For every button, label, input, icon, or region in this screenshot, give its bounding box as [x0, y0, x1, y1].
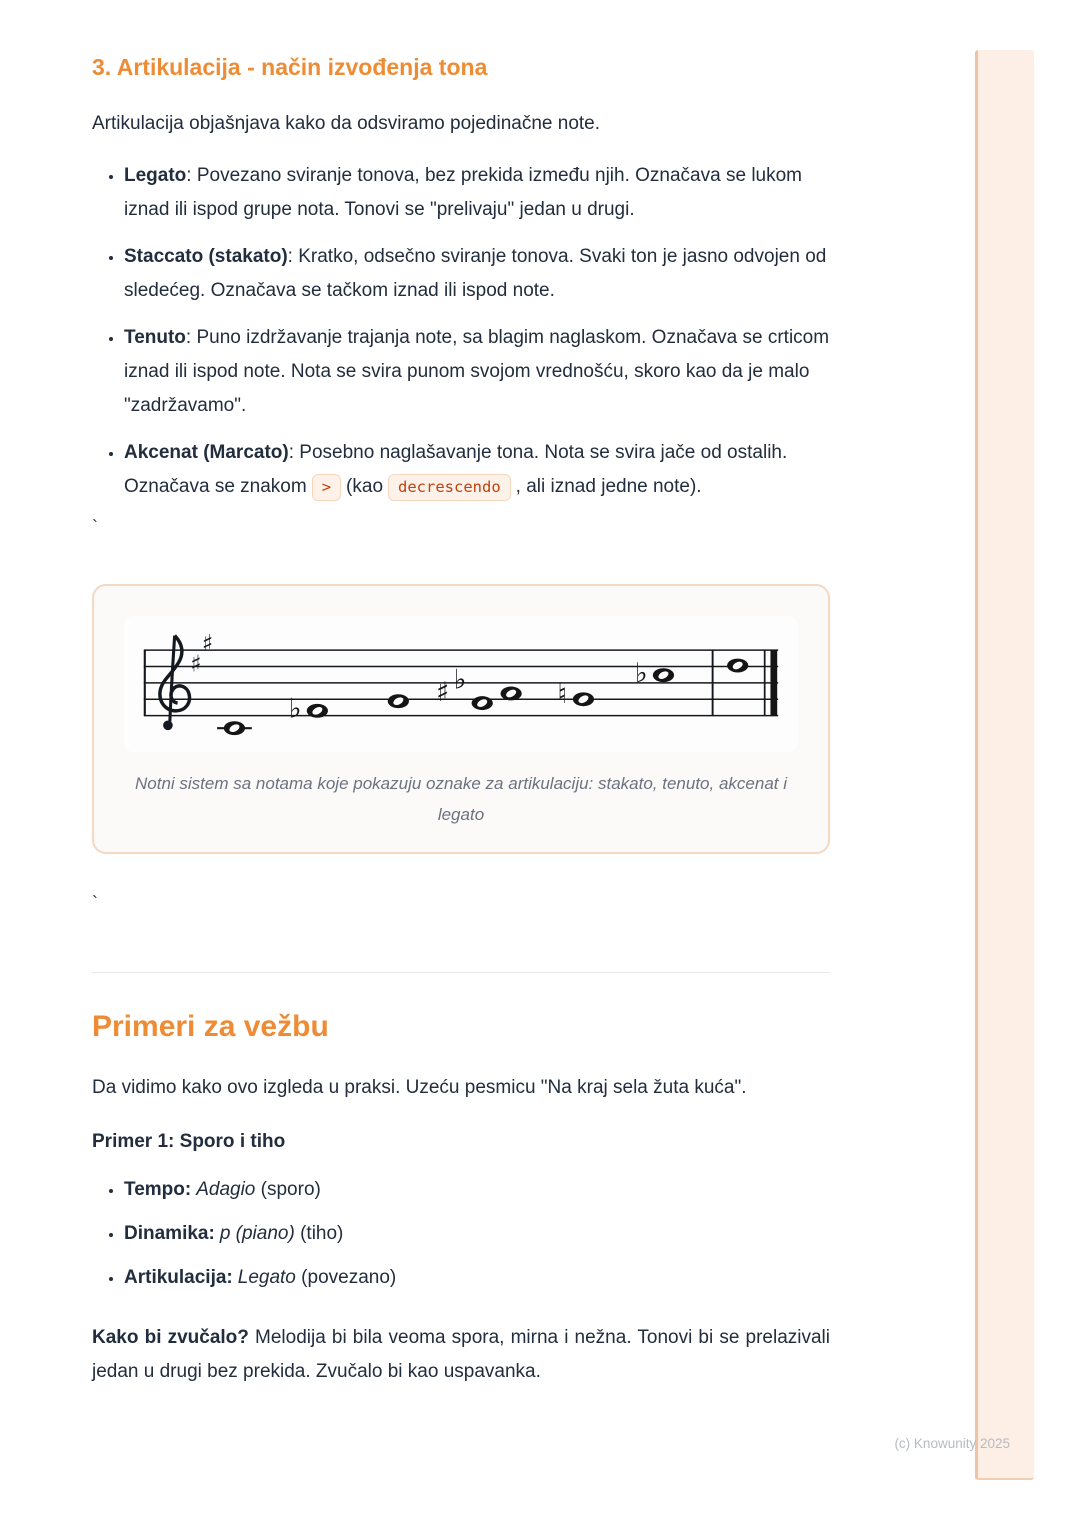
note: (sporo)	[255, 1178, 321, 1200]
how-text: Melodija bi bila veoma spora, mirna i nežna. Tonovi bi se prelazivali jedan u drugi bez prekida. Zvučalo bi kao uspavanka.	[92, 1326, 830, 1382]
svg-text:♭: ♭	[634, 657, 648, 689]
practice-heading: Primeri za vežbu	[92, 1009, 329, 1043]
list-item-staccato	[124, 240, 830, 308]
section-heading: 3. Artikulacija - način izvođenja tona	[92, 54, 488, 80]
list-item-legato	[124, 159, 830, 227]
how-lead: Kako bi zvučalo?	[92, 1326, 249, 1348]
label: Dinamika:	[124, 1222, 215, 1244]
svg-text:♯: ♯	[190, 651, 202, 678]
term-desc: : Posebno naglašavanje tona. Nota se svira jače od ostalih. Označava se znakom	[124, 442, 788, 497]
term: Legato	[124, 165, 187, 186]
staff-svg	[138, 626, 784, 742]
stray-backtick: `	[92, 517, 98, 537]
value: Adagio	[196, 1178, 256, 1200]
figure-caption: Notni sistem sa notama koje pokazuju oznake za artikulaciju: stakato, tenuto, akcenat i legato	[134, 773, 788, 824]
term-desc: : Povezano sviranje tonova, bez prekida između njih. Označava se lukom iznad ili ispod grupe nota. Tonovi se "prelivaju" jedan u drugi.	[124, 165, 802, 220]
section-intro: Artikulacija objašnjava kako da odsviramo pojedinačne note.	[92, 113, 601, 134]
music-notation-image	[124, 616, 798, 752]
list-item-akcenat	[124, 436, 830, 504]
key-signature-sharps	[190, 631, 213, 677]
term-desc: (kao	[346, 476, 384, 497]
term-desc: : Kratko, odsečno sviranje tonova. Svaki ton je jasno odvojen od sledećeg. Označava se tačkom iznad ili ispod note.	[124, 246, 827, 301]
how-it-sounds-paragraph	[92, 1321, 830, 1389]
example-title: Primer 1: Sporo i tiho	[92, 1130, 286, 1152]
value: p (piano)	[219, 1222, 295, 1244]
svg-text:♯: ♯	[201, 631, 214, 658]
section-divider	[92, 972, 830, 973]
whole-notes	[217, 650, 777, 735]
svg-text:♮: ♮	[557, 679, 568, 711]
term-desc: : Puno izdržavanje trajanja note, sa blagim naglaskom. Označava se crticom iznad ili ispod note. Nota se svira punom svojom vrednošću, skoro kao da je malo "zadržavamo".	[124, 327, 830, 416]
term-desc: , ali iznad jedne note).	[515, 476, 702, 497]
practice-intro: Da vidimo kako ovo izgleda u praksi. Uzeću pesmicu "Na kraj sela žuta kuća".	[92, 1076, 747, 1098]
articulation-list	[92, 159, 830, 504]
document-page	[92, 0, 830, 1389]
accent-symbol-code: >	[312, 474, 341, 501]
svg-text:♭: ♭	[453, 664, 467, 696]
note: (tiho)	[294, 1222, 344, 1244]
list-item-tempo	[124, 1173, 830, 1207]
stray-backtick-2: `	[92, 892, 98, 913]
term: Tenuto	[124, 327, 186, 348]
music-figure-card	[92, 584, 830, 854]
label: Artikulacija:	[124, 1266, 233, 1288]
term: Akcenat (Marcato)	[124, 442, 289, 463]
decrescendo-code: decrescendo	[388, 474, 511, 501]
list-item-artikulacija	[124, 1261, 830, 1295]
label: Tempo:	[124, 1178, 192, 1200]
svg-text:♯: ♯	[436, 677, 450, 709]
example-list	[92, 1173, 830, 1295]
list-item-tenuto	[124, 321, 830, 423]
note: (povezano)	[295, 1266, 397, 1288]
next-page-edge-strip	[975, 50, 1034, 1480]
list-item-dinamika	[124, 1217, 830, 1251]
term: Staccato (stakato)	[124, 246, 288, 267]
svg-text:♭: ♭	[288, 693, 302, 725]
value: Legato	[237, 1266, 296, 1288]
copyright-note: (c) Knowunity 2025	[894, 1436, 1010, 1451]
